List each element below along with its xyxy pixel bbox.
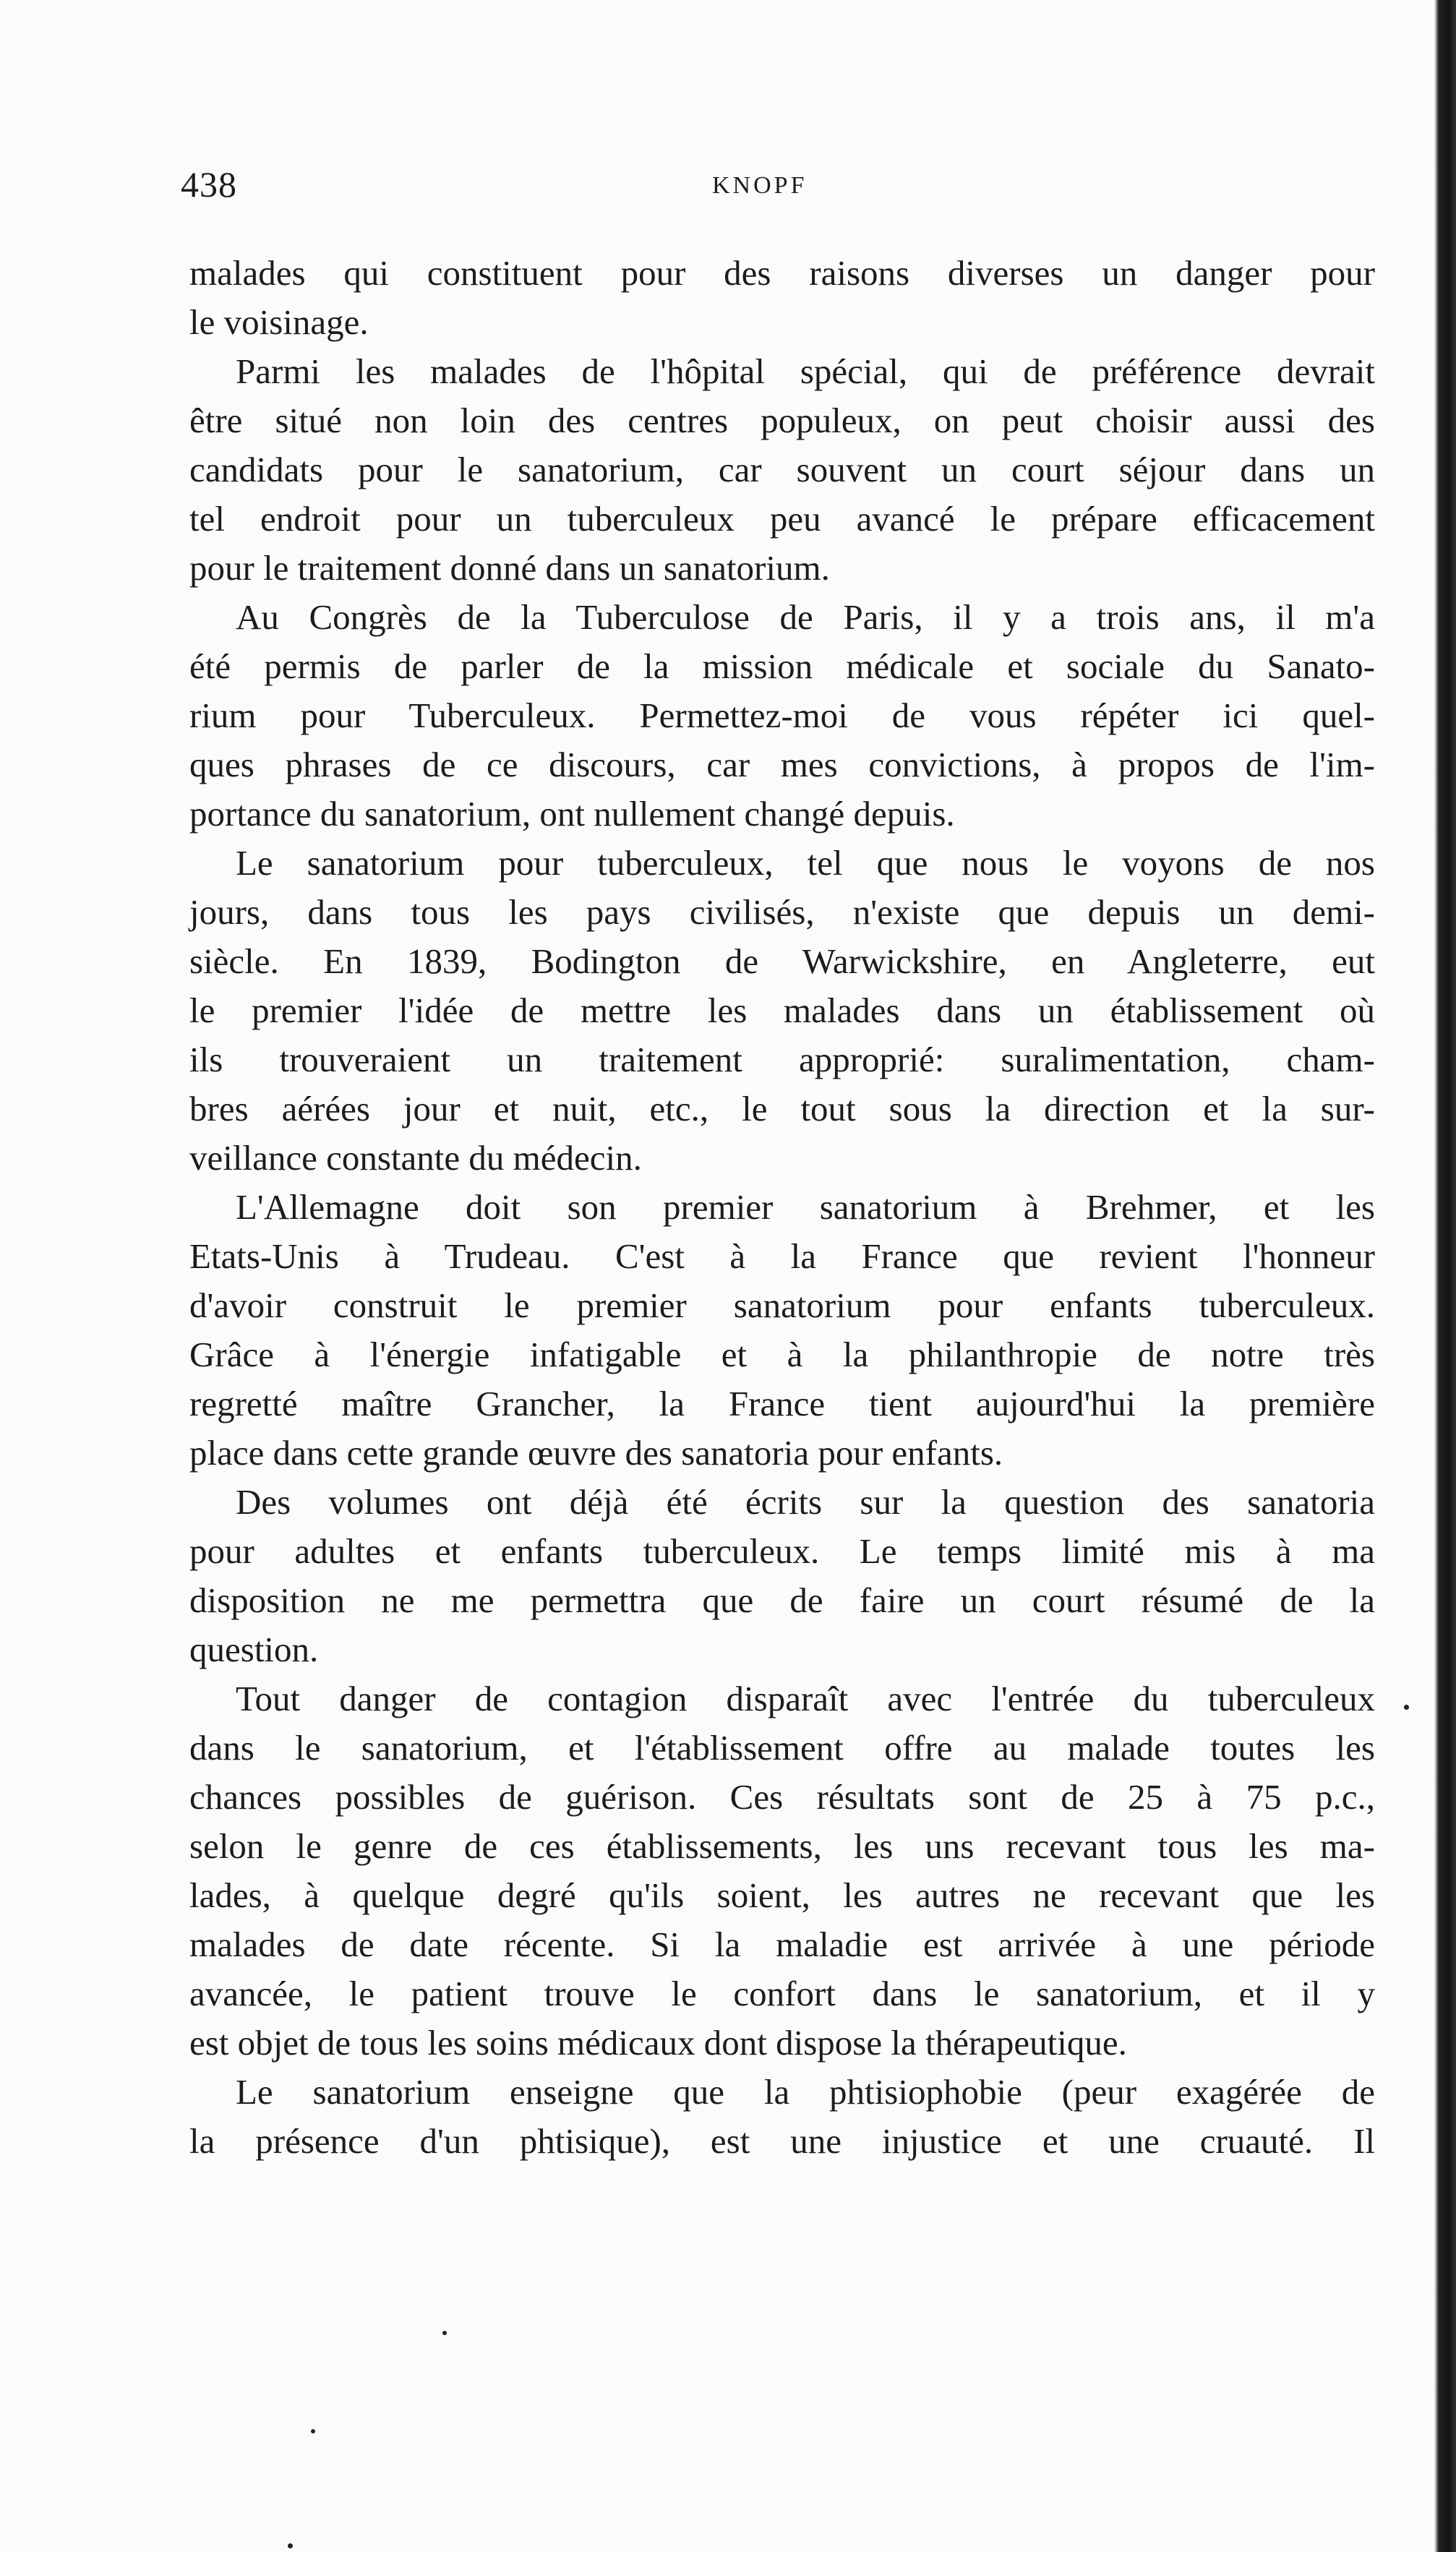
text-line: veillance constante du médecin. — [189, 1138, 642, 1178]
text-line: Le sanatorium pour tuberculeux, tel que nous le voyons de nos — [236, 843, 1375, 883]
text-line: lades, à quelque degré qu'ils soient, les autres ne recevant que les — [189, 1875, 1375, 1915]
text-line: siècle. En 1839, Bodington de Warwickshire, en Angleterre, eut — [189, 941, 1375, 981]
text-line: Grâce à l'énergie infatigable et à la philanthropie de notre très — [189, 1335, 1375, 1374]
text-line: Des volumes ont déjà été écrits sur la question des sanatoria — [236, 1482, 1375, 1522]
text-line: tel endroit pour un tuberculeux peu avancé le prépare efficacement — [189, 499, 1375, 539]
text-line: ques phrases de ce discours, car mes convictions, à propos de l'im- — [189, 745, 1375, 784]
scan-speck — [311, 2429, 315, 2433]
text-line: pour adultes et enfants tuberculeux. Le temps limité mis à ma — [189, 1531, 1375, 1571]
running-head — [181, 163, 1381, 207]
text-line: le voisinage. — [189, 302, 369, 342]
text-line: la présence d'un phtisique), est une injustice et une cruauté. Il — [189, 2121, 1375, 2161]
text-line: dans le sanatorium, et l'établissement offre au malade toutes les — [189, 1728, 1375, 1768]
scan-speck — [288, 2543, 293, 2548]
text-line: le premier l'idée de mettre les malades dans un établissement où — [189, 990, 1375, 1030]
text-line: rium pour Tuberculeux. Permettez-moi de vous répéter ici quel- — [189, 695, 1375, 735]
text-line: été permis de parler de la mission médicale et sociale du Sanato- — [189, 646, 1375, 686]
text-line: Au Congrès de la Tuberculose de Paris, il y a trois ans, il m'a — [236, 597, 1375, 637]
text-line: malades qui constituent pour des raisons diverses un danger pour — [189, 253, 1375, 293]
text-line: regretté maître Grancher, la France tient aujourd'hui la première — [189, 1384, 1375, 1423]
text-line: Tout danger de contagion disparaît avec l'entrée du tuberculeux — [236, 1679, 1375, 1718]
text-line: question. — [189, 1630, 319, 1669]
text-line: est objet de tous les soins médicaux dont dispose la thérapeutique. — [189, 2023, 1127, 2063]
text-line: bres aérées jour et nuit, etc., le tout sous la direction et la sur- — [189, 1089, 1375, 1129]
text-line: disposition ne me permettra que de faire un court résumé de la — [189, 1580, 1375, 1620]
running-title: KNOPF — [712, 172, 808, 199]
text-line: d'avoir construit le premier sanatorium pour enfants tuberculeux. — [189, 1285, 1375, 1325]
text-line: jours, dans tous les pays civilisés, n'existe que depuis un demi- — [189, 892, 1375, 932]
text-line: candidats pour le sanatorium, car souvent un court séjour dans un — [189, 450, 1375, 489]
text-line: L'Allemagne doit son premier sanatorium à Brehmer, et les — [236, 1187, 1375, 1227]
text-line: portance du sanatorium, ont nullement changé depuis. — [189, 794, 955, 834]
text-line: ils trouveraient un traitement approprié: suralimentation, cham- — [189, 1040, 1375, 1079]
scan-speck — [442, 2331, 447, 2335]
text-line: place dans cette grande œuvre des sanatoria pour enfants. — [189, 1433, 1003, 1473]
body-text — [189, 249, 1375, 2166]
text-line: Etats-Unis à Trudeau. C'est à la France que revient l'honneur — [189, 1236, 1375, 1276]
text-line: chances possibles de guérison. Ces résultats sont de 25 à 75 p.c., — [189, 1777, 1375, 1817]
text-line: selon le genre de ces établissements, les uns recevant tous les ma- — [189, 1826, 1375, 1866]
text-line: malades de date récente. Si la maladie est arrivée à une période — [189, 1924, 1375, 1964]
text-line: Parmi les malades de l'hôpital spécial, qui de préférence devrait — [236, 351, 1375, 391]
text-line: pour le traitement donné dans un sanatorium. — [189, 548, 830, 588]
text-line: avancée, le patient trouve le confort dans le sanatorium, et il y — [189, 1974, 1375, 2013]
text-line: Le sanatorium enseigne que la phtisiophobie (peur exagérée de — [236, 2072, 1375, 2112]
scan-binding-edge — [1434, 0, 1456, 2552]
text-line: être situé non loin des centres populeux, on peut choisir aussi des — [189, 401, 1375, 440]
scan-speck — [1404, 1705, 1409, 1710]
page-number: 438 — [181, 164, 237, 205]
